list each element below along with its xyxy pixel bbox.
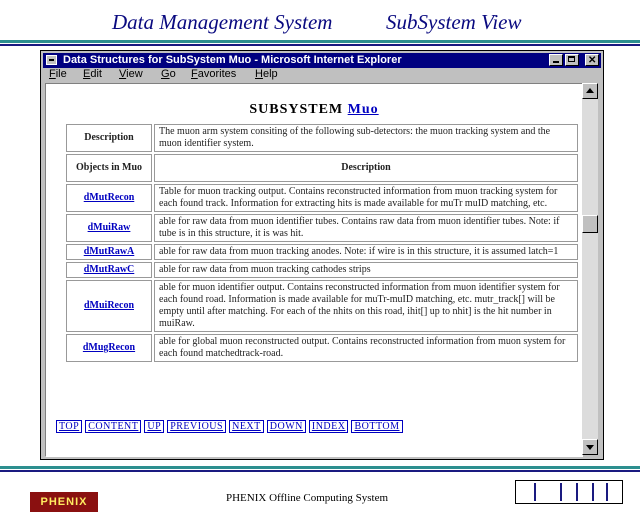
heading-prefix: SUBSYSTEM xyxy=(249,102,344,117)
slide-title: Data Management System xyxy=(112,10,333,34)
object-link-dmugrecon[interactable]: dMugRecon xyxy=(82,342,136,353)
table-row xyxy=(66,184,578,212)
menu-favorites[interactable]: Favorites xyxy=(191,68,237,80)
table-row xyxy=(66,124,578,152)
vertical-scrollbar[interactable] xyxy=(582,83,598,455)
menu-edit[interactable]: Edit xyxy=(83,68,102,80)
browser-window xyxy=(40,50,604,460)
object-link-dmutrecon[interactable]: dMutRecon xyxy=(83,192,135,203)
nav-next[interactable]: NEXT xyxy=(229,420,264,433)
object-desc: able for raw data from muon tracking cathodes strips xyxy=(154,262,578,278)
object-link-dmutrawa[interactable]: dMutRawA xyxy=(83,246,135,257)
nav-down[interactable]: DOWN xyxy=(267,420,306,433)
objects-table xyxy=(64,122,580,364)
detector-diagram-icon xyxy=(515,480,623,504)
header-rule-teal xyxy=(0,40,640,43)
page-content xyxy=(45,83,583,457)
table-row xyxy=(66,262,578,278)
window-titlebar[interactable] xyxy=(43,53,601,68)
close-icon[interactable] xyxy=(585,54,599,66)
phenix-logo: PHENIX xyxy=(30,492,98,512)
slide-subtitle: SubSystem View xyxy=(386,10,522,34)
page-heading xyxy=(46,102,582,118)
nav-content[interactable]: CONTENT xyxy=(85,420,141,433)
object-desc: Table for muon tracking output. Contains reconstructed information from muon tracking system for each found track. Information for extracting hits is made available for muTr muID matching, etc. xyxy=(154,184,578,212)
description-label: Description xyxy=(66,124,152,152)
object-link-dmutrawc[interactable]: dMutRawC xyxy=(83,264,135,275)
footer-rule-teal xyxy=(0,466,640,469)
scroll-thumb[interactable] xyxy=(582,215,598,233)
object-link-dmuiraw[interactable]: dMuiRaw xyxy=(87,222,131,233)
object-desc: able for muon identifier output. Contains reconstructed information from muon identifier system for each found road. Information is made available for muTr-muID matching, etc. mutr_track[] will be empty until after matching. For each of the nhits on this road, ihit[] up to nhit] is the hit number in muiRaw. xyxy=(154,280,578,332)
object-desc: able for raw data from muon identifier tubes. Contains raw data from muon identifier tubes. Note: if tube is in this structure, it is was hit. xyxy=(154,214,578,242)
scroll-up-icon[interactable] xyxy=(582,83,598,99)
description-text: The muon arm system consiting of the following sub-detectors: the muon tracking system and the muon identifier system. xyxy=(154,124,578,152)
nav-top[interactable]: TOP xyxy=(56,420,82,433)
object-desc: able for global muon reconstructed output. Contains reconstructed information from muon system for each found matchedtrack-road. xyxy=(154,334,578,362)
page-nav-bar xyxy=(56,420,576,433)
menu-file[interactable]: File xyxy=(49,68,67,80)
table-row xyxy=(66,214,578,242)
nav-index[interactable]: INDEX xyxy=(309,420,349,433)
nav-up[interactable]: UP xyxy=(144,420,164,433)
scroll-down-icon[interactable] xyxy=(582,439,598,455)
object-desc: able for raw data from muon tracking anodes. Note: if wire is in this structure, it is assumed latch=1 xyxy=(154,244,578,260)
table-header-row xyxy=(66,154,578,182)
object-link-dmuirecon[interactable]: dMuiRecon xyxy=(84,300,134,311)
minimize-icon[interactable] xyxy=(549,54,563,66)
table-row xyxy=(66,280,578,332)
table-row xyxy=(66,244,578,260)
menu-help[interactable]: Help xyxy=(255,68,278,80)
menu-go[interactable]: Go xyxy=(161,68,176,80)
window-system-icon[interactable] xyxy=(46,55,57,65)
header-objects: Objects in Muo xyxy=(66,154,152,182)
footer-text: PHENIX Offline Computing System xyxy=(226,492,389,504)
nav-previous[interactable]: PREVIOUS xyxy=(167,420,226,433)
maximize-icon[interactable] xyxy=(565,54,579,66)
menu-view[interactable]: View xyxy=(119,68,143,80)
table-row xyxy=(66,334,578,362)
subsystem-link[interactable]: Muo xyxy=(347,102,379,117)
nav-bottom[interactable]: BOTTOM xyxy=(351,420,402,433)
header-rule-navy xyxy=(0,44,640,46)
header-description: Description xyxy=(154,154,578,182)
window-title: Data Structures for SubSystem Muo - Microsoft Internet Explorer xyxy=(63,54,402,66)
menu-bar xyxy=(43,68,601,82)
footer-rule-navy xyxy=(0,470,640,472)
